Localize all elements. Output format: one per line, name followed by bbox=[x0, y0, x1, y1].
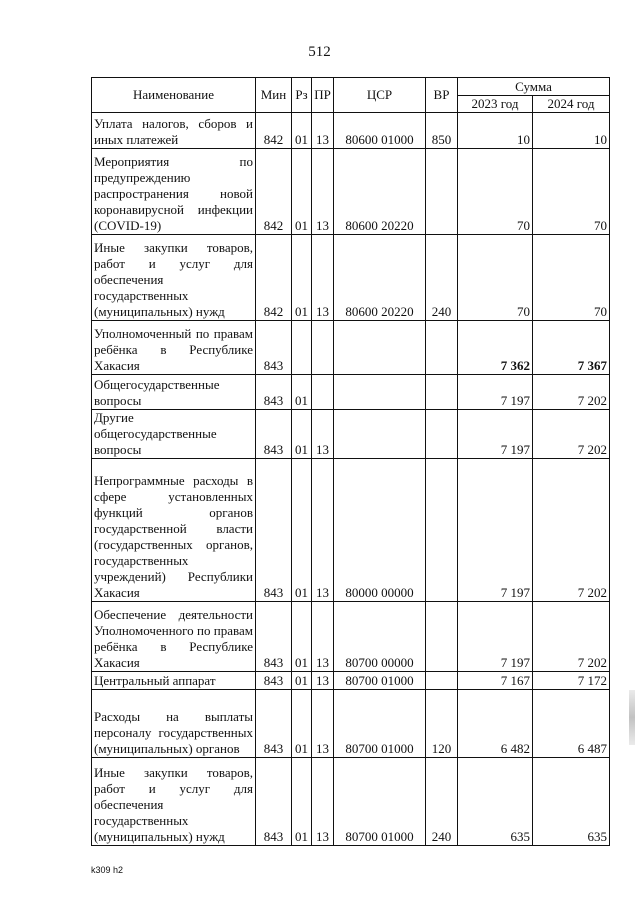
row-csr: 80700 00000 bbox=[334, 602, 426, 672]
row-pr: 13 bbox=[312, 113, 334, 149]
row-rz: 01 bbox=[292, 375, 312, 410]
header-pr: ПР bbox=[312, 78, 334, 113]
row-sum-2024: 7 367 bbox=[533, 321, 610, 375]
row-rz bbox=[292, 321, 312, 375]
row-name: Непрограммные расходы в сфере установленных функций органов государственной власти (государственных органов, государственных учреждений) Республики Хакасия bbox=[92, 459, 256, 602]
row-vr bbox=[426, 410, 458, 459]
row-pr bbox=[312, 321, 334, 375]
row-csr bbox=[334, 375, 426, 410]
row-pr bbox=[312, 375, 334, 410]
row-rz: 01 bbox=[292, 459, 312, 602]
table-row bbox=[92, 690, 610, 758]
row-sum-2023: 6 482 bbox=[458, 690, 533, 758]
row-csr: 80700 01000 bbox=[334, 690, 426, 758]
table-row bbox=[92, 235, 610, 321]
row-csr bbox=[334, 410, 426, 459]
row-name: Иные закупки товаров, работ и услуг для обеспечения государственных (муниципальных) нужд bbox=[92, 758, 256, 846]
table-row bbox=[92, 410, 610, 459]
row-min: 843 bbox=[256, 410, 292, 459]
row-pr: 13 bbox=[312, 758, 334, 846]
row-sum-2023: 635 bbox=[458, 758, 533, 846]
row-rz: 01 bbox=[292, 758, 312, 846]
header-min: Мин bbox=[256, 78, 292, 113]
row-vr: 120 bbox=[426, 690, 458, 758]
header-year-2023: 2023 год bbox=[458, 96, 533, 113]
table-row bbox=[92, 321, 610, 375]
header-year-2024: 2024 год bbox=[533, 96, 610, 113]
row-vr: 850 bbox=[426, 113, 458, 149]
row-sum-2024: 635 bbox=[533, 758, 610, 846]
row-rz: 01 bbox=[292, 410, 312, 459]
row-name: Обеспечение деятельности Уполномоченного по правам ребёнка в Республике Хакасия bbox=[92, 602, 256, 672]
row-sum-2024: 7 202 bbox=[533, 410, 610, 459]
row-sum-2024: 7 202 bbox=[533, 375, 610, 410]
row-name: Уплата налогов, сборов и иных платежей bbox=[92, 113, 256, 149]
row-csr bbox=[334, 321, 426, 375]
row-csr: 80600 20220 bbox=[334, 149, 426, 235]
header-csr: ЦСР bbox=[334, 78, 426, 113]
row-sum-2023: 10 bbox=[458, 113, 533, 149]
row-sum-2024: 7 172 bbox=[533, 672, 610, 690]
header-sum: Сумма bbox=[458, 78, 610, 96]
row-min: 843 bbox=[256, 690, 292, 758]
row-min: 843 bbox=[256, 672, 292, 690]
row-csr: 80600 01000 bbox=[334, 113, 426, 149]
row-vr bbox=[426, 375, 458, 410]
row-name: Общегосударственные вопросы bbox=[92, 375, 256, 410]
row-sum-2023: 7 197 bbox=[458, 459, 533, 602]
row-name: Иные закупки товаров, работ и услуг для обеспечения государственных (муниципальных) нужд bbox=[92, 235, 256, 321]
row-vr bbox=[426, 602, 458, 672]
row-pr: 13 bbox=[312, 672, 334, 690]
row-sum-2023: 70 bbox=[458, 235, 533, 321]
row-csr: 80000 00000 bbox=[334, 459, 426, 602]
row-min: 843 bbox=[256, 459, 292, 602]
row-pr: 13 bbox=[312, 410, 334, 459]
footer-code: k309 h2 bbox=[91, 865, 124, 875]
row-rz: 01 bbox=[292, 113, 312, 149]
row-vr bbox=[426, 321, 458, 375]
header-vr: ВР bbox=[426, 78, 458, 113]
row-min: 842 bbox=[256, 113, 292, 149]
row-pr: 13 bbox=[312, 459, 334, 602]
row-min: 843 bbox=[256, 758, 292, 846]
row-rz: 01 bbox=[292, 149, 312, 235]
header-rz: Рз bbox=[292, 78, 312, 113]
row-pr: 13 bbox=[312, 690, 334, 758]
row-sum-2023: 70 bbox=[458, 149, 533, 235]
row-rz: 01 bbox=[292, 235, 312, 321]
row-sum-2024: 70 bbox=[533, 235, 610, 321]
row-min: 843 bbox=[256, 602, 292, 672]
row-csr: 80600 20220 bbox=[334, 235, 426, 321]
page-number: 512 bbox=[308, 44, 331, 60]
row-csr: 80700 01000 bbox=[334, 758, 426, 846]
budget-table bbox=[91, 77, 610, 846]
row-vr bbox=[426, 459, 458, 602]
table-row bbox=[92, 602, 610, 672]
row-sum-2023: 7 197 bbox=[458, 602, 533, 672]
row-name: Расходы на выплаты персоналу государственных (муниципальных) органов bbox=[92, 690, 256, 758]
scan-edge-mark bbox=[629, 690, 635, 745]
table-row bbox=[92, 672, 610, 690]
row-sum-2023: 7 362 bbox=[458, 321, 533, 375]
row-sum-2023: 7 197 bbox=[458, 375, 533, 410]
row-sum-2023: 7 197 bbox=[458, 410, 533, 459]
row-min: 842 bbox=[256, 149, 292, 235]
row-pr: 13 bbox=[312, 235, 334, 321]
row-min: 842 bbox=[256, 235, 292, 321]
row-sum-2024: 10 bbox=[533, 113, 610, 149]
row-vr: 240 bbox=[426, 235, 458, 321]
row-name: Мероприятия по предупреждению распространения новой коронавирусной инфекции (COVID-19) bbox=[92, 149, 256, 235]
row-min: 843 bbox=[256, 321, 292, 375]
row-name: Уполномоченный по правам ребёнка в Республике Хакасия bbox=[92, 321, 256, 375]
table-row bbox=[92, 149, 610, 235]
row-sum-2024: 6 487 bbox=[533, 690, 610, 758]
row-pr: 13 bbox=[312, 602, 334, 672]
table-row bbox=[92, 375, 610, 410]
row-sum-2024: 70 bbox=[533, 149, 610, 235]
row-name: Другие общегосударственные вопросы bbox=[92, 410, 256, 459]
row-min: 843 bbox=[256, 375, 292, 410]
table-row bbox=[92, 758, 610, 846]
row-vr bbox=[426, 672, 458, 690]
row-sum-2023: 7 167 bbox=[458, 672, 533, 690]
row-rz: 01 bbox=[292, 690, 312, 758]
row-vr bbox=[426, 149, 458, 235]
table-row bbox=[92, 113, 610, 149]
row-pr: 13 bbox=[312, 149, 334, 235]
row-csr: 80700 01000 bbox=[334, 672, 426, 690]
header-name: Наименование bbox=[92, 78, 256, 113]
row-rz: 01 bbox=[292, 602, 312, 672]
table-row bbox=[92, 459, 610, 602]
row-vr: 240 bbox=[426, 758, 458, 846]
row-sum-2024: 7 202 bbox=[533, 602, 610, 672]
row-rz: 01 bbox=[292, 672, 312, 690]
row-name: Центральный аппарат bbox=[92, 672, 256, 690]
row-sum-2024: 7 202 bbox=[533, 459, 610, 602]
